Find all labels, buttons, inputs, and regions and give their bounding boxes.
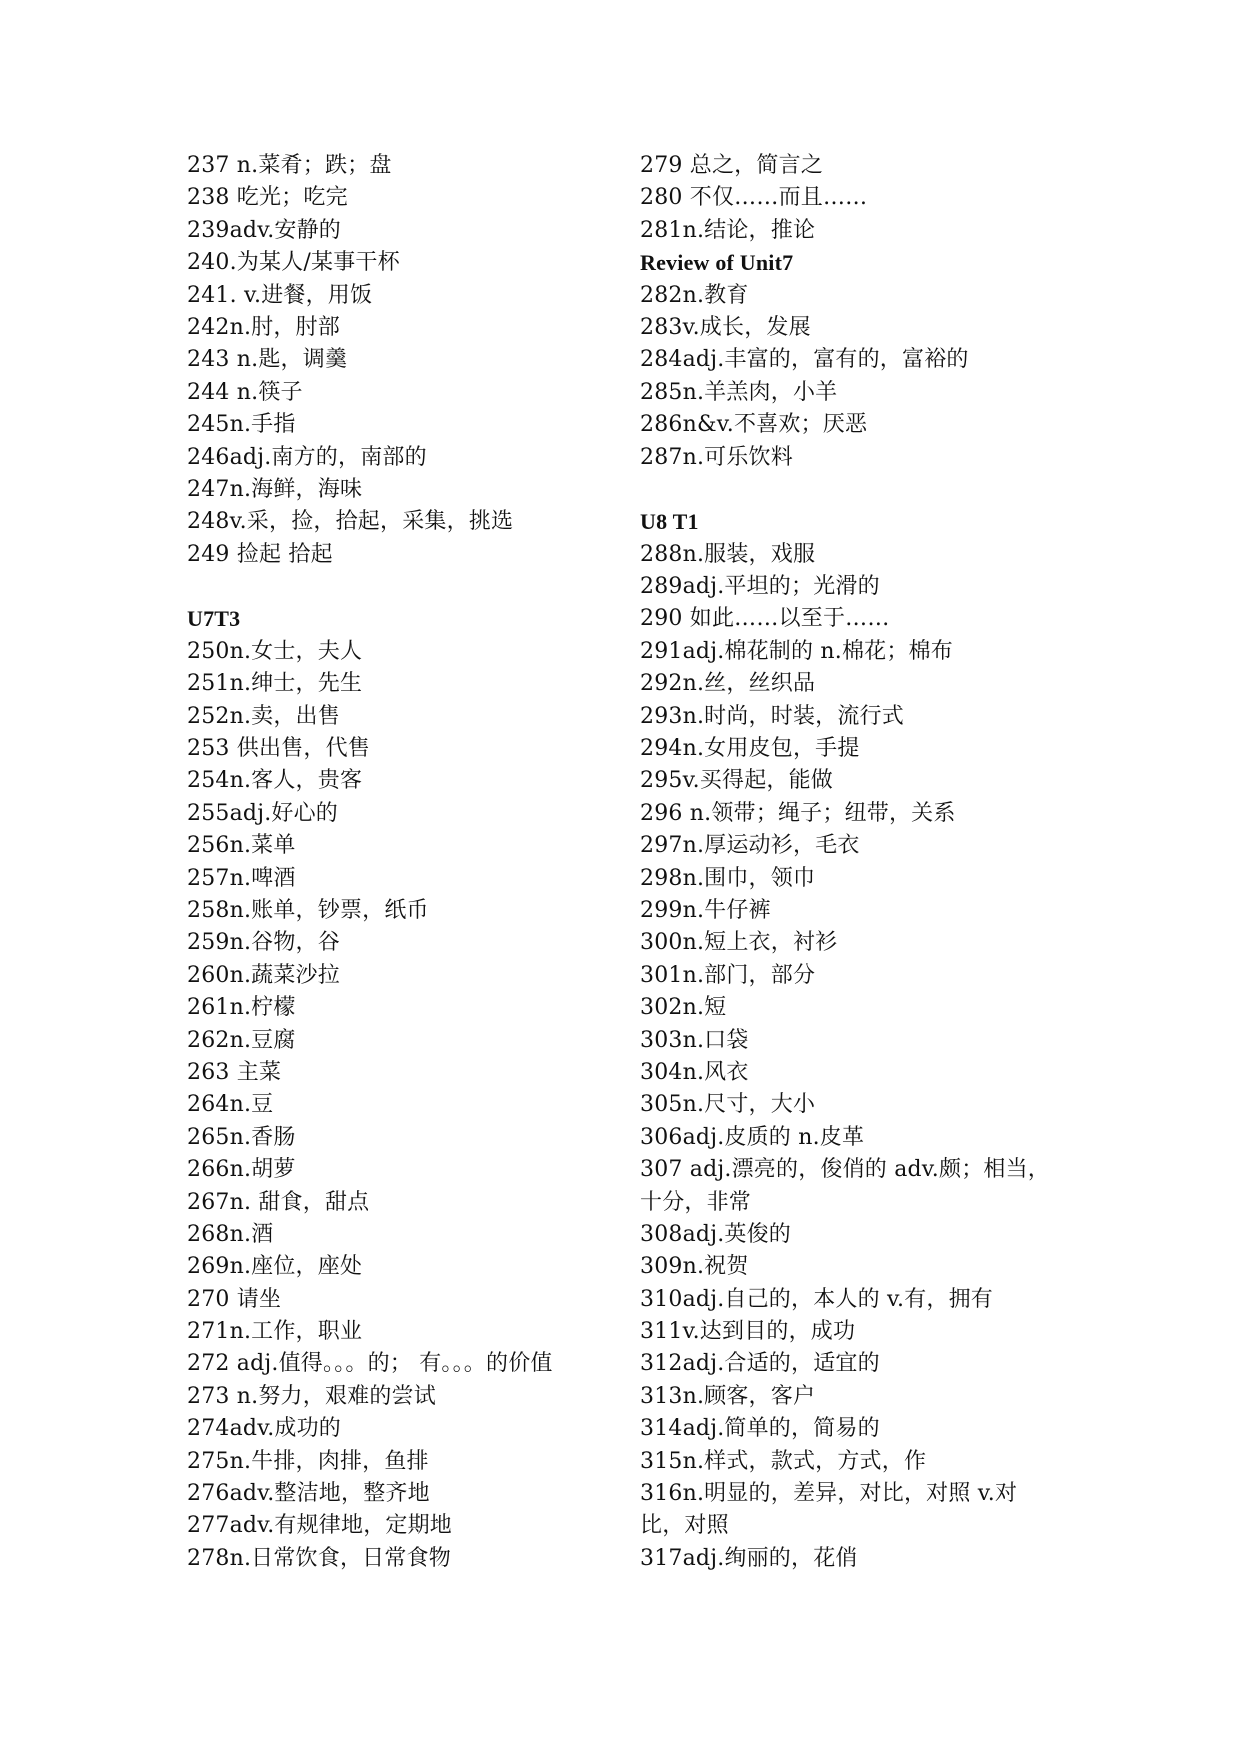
vocab-entry: 296 n.领带；绳子；纽带，关系 — [640, 800, 956, 826]
vocab-entry: 262n.豆腐 — [187, 1027, 296, 1053]
vocab-entry: 268n.酒 — [187, 1221, 274, 1247]
vocab-entry: 240.为某人/某事干杯 — [187, 250, 400, 276]
vocab-entry: 292n.丝，丝织品 — [640, 671, 816, 697]
vocab-entry: 263 主菜 — [187, 1059, 282, 1085]
vocab-entry: 305n.尺寸，大小 — [640, 1092, 816, 1118]
vocab-entry: 313n.顾客，客户 — [640, 1383, 816, 1409]
vocab-entry: 250n.女士，夫人 — [187, 638, 363, 664]
vocab-entry: 312adj.合适的，适宜的 — [640, 1351, 880, 1377]
vocab-entry: 301n.部门，部分 — [640, 962, 816, 988]
vocab-entry: 248v.采，捡，拾起，采集，挑选 — [187, 509, 514, 535]
vocab-entry: 286n&v.不喜欢；厌恶 — [640, 412, 868, 438]
vocab-entry: 257n.啤酒 — [187, 865, 296, 891]
vocab-entry: 306adj.皮质的 n.皮革 — [640, 1124, 865, 1150]
vocab-entry: 315n.样式，款式，方式，作 — [640, 1448, 927, 1474]
vocab-entry: 302n.短 — [640, 995, 727, 1021]
vocab-entry: 298n.围巾，领巾 — [640, 865, 816, 891]
vocab-entry: 282n.教育 — [640, 282, 749, 308]
vocab-entry: 281n.结论，推论 — [640, 217, 816, 243]
vocab-entry: 316n.明显的，差异，对比，对照 v.对比，对照 — [640, 1481, 1018, 1539]
vocab-entry: 283v.成长，发展 — [640, 314, 811, 340]
vocab-entry: 310adj.自己的，本人的 v.有，拥有 — [640, 1286, 994, 1312]
section-heading: U7T3 — [187, 606, 241, 632]
vocab-entry: 276adv.整洁地，整齐地 — [187, 1481, 430, 1507]
vocab-entry: 307 adj.漂亮的，俊俏的 adv.颇；相当，十分，非常 — [640, 1157, 1051, 1215]
vocab-entry: 253 供出售，代售 — [187, 736, 370, 762]
vocab-entry: 287n.可乐饮料 — [640, 444, 793, 470]
vocab-entry: 277adv.有规律地，定期地 — [187, 1513, 453, 1539]
vocab-entry: 279 总之，简言之 — [640, 153, 823, 178]
vocab-entry: 300n.短上衣，衬衫 — [640, 930, 838, 956]
vocab-entry: 272 adj.值得。。。的； 有。。。的价值 — [187, 1351, 553, 1377]
vocab-entry: 247n.海鲜，海味 — [187, 476, 363, 502]
vocab-entry: 267n. 甜食，甜点 — [187, 1189, 370, 1215]
vocab-entry: 238 吃光；吃完 — [187, 185, 348, 211]
blank-line — [187, 571, 607, 603]
vocab-entry: 275n.牛排，肉排，鱼排 — [187, 1448, 429, 1474]
vocab-entry: 273 n.努力，艰难的尝试 — [187, 1383, 436, 1409]
vocab-entry: 284adj.丰富的，富有的，富裕的 — [640, 347, 969, 373]
vocab-entry: 293n.时尚，时装，流行式 — [640, 703, 904, 729]
vocab-entry: 270 请坐 — [187, 1286, 282, 1312]
vocab-entry: 303n.口袋 — [640, 1027, 749, 1053]
vocab-entry: 308adj.英俊的 — [640, 1221, 792, 1247]
vocab-entry: 261n.柠檬 — [187, 995, 296, 1021]
vocab-entry: 289adj.平坦的；光滑的 — [640, 574, 880, 600]
vocab-entry: 280 不仅……而且…… — [640, 185, 868, 211]
vocab-entry: 304n.风衣 — [640, 1059, 749, 1085]
vocab-entry: 264n.豆 — [187, 1092, 274, 1118]
vocab-entry: 254n.客人，贵客 — [187, 768, 363, 794]
vocab-entry: 290 如此……以至于…… — [640, 606, 890, 632]
vocab-entry: 259n.谷物，谷 — [187, 930, 340, 956]
vocab-entry: 251n.绅士，先生 — [187, 671, 363, 697]
vocab-entry: 266n.胡萝 — [187, 1157, 296, 1183]
vocab-entry: 297n.厚运动衫，毛衣 — [640, 833, 860, 859]
vocab-entry: 299n.牛仔裤 — [640, 897, 771, 923]
section-heading: Review of Unit7 — [640, 250, 794, 276]
vocab-entry: 274adv.成功的 — [187, 1416, 342, 1442]
vocab-entry: 242n.肘，肘部 — [187, 314, 340, 340]
vocab-entry: 265n.香肠 — [187, 1124, 296, 1150]
vocab-entry: 285n.羊羔肉，小羊 — [640, 379, 838, 405]
section-heading: U8 T1 — [640, 509, 699, 535]
vocab-entry: 271n.工作，职业 — [187, 1319, 363, 1345]
vocab-entry: 239adv.安静的 — [187, 217, 342, 243]
vocab-entry: 291adj.棉花制的 n.棉花；棉布 — [640, 638, 953, 664]
vocab-entry: 260n.蔬菜沙拉 — [187, 962, 340, 988]
vocab-entry: 246adj.南方的，南部的 — [187, 444, 427, 470]
vocab-entry: 278n.日常饮食，日常食物 — [187, 1545, 451, 1571]
blank-line — [640, 474, 1060, 506]
vocab-entry: 311v.达到目的，成功 — [640, 1319, 856, 1345]
vocab-entry: 314adj.简单的，简易的 — [640, 1416, 880, 1442]
vocab-entry: 255adj.好心的 — [187, 800, 339, 826]
vocab-entry: 252n.卖，出售 — [187, 703, 340, 729]
right-column — [640, 150, 1060, 1575]
left-column — [187, 150, 607, 1575]
vocab-entry: 249 捡起 拾起 — [187, 541, 333, 567]
vocab-entry: 317adj.绚丽的，花俏 — [640, 1545, 858, 1571]
vocab-entry: 237 n.菜肴；跌；盘 — [187, 153, 392, 178]
vocab-entry: 245n.手指 — [187, 412, 296, 438]
vocab-entry: 256n.菜单 — [187, 833, 296, 859]
vocab-entry: 269n.座位，座处 — [187, 1254, 363, 1280]
vocab-entry: 244 n.筷子 — [187, 379, 303, 405]
vocab-entry: 243 n.匙，调羹 — [187, 347, 348, 373]
vocab-entry: 294n.女用皮包，手提 — [640, 736, 860, 762]
vocab-entry: 288n.服装，戏服 — [640, 541, 816, 567]
vocab-entry: 241. v.进餐，用饭 — [187, 282, 373, 308]
vocab-entry: 258n.账单，钞票，纸币 — [187, 897, 429, 923]
vocab-entry: 309n.祝贺 — [640, 1254, 749, 1280]
vocab-entry: 295v.买得起，能做 — [640, 768, 834, 794]
